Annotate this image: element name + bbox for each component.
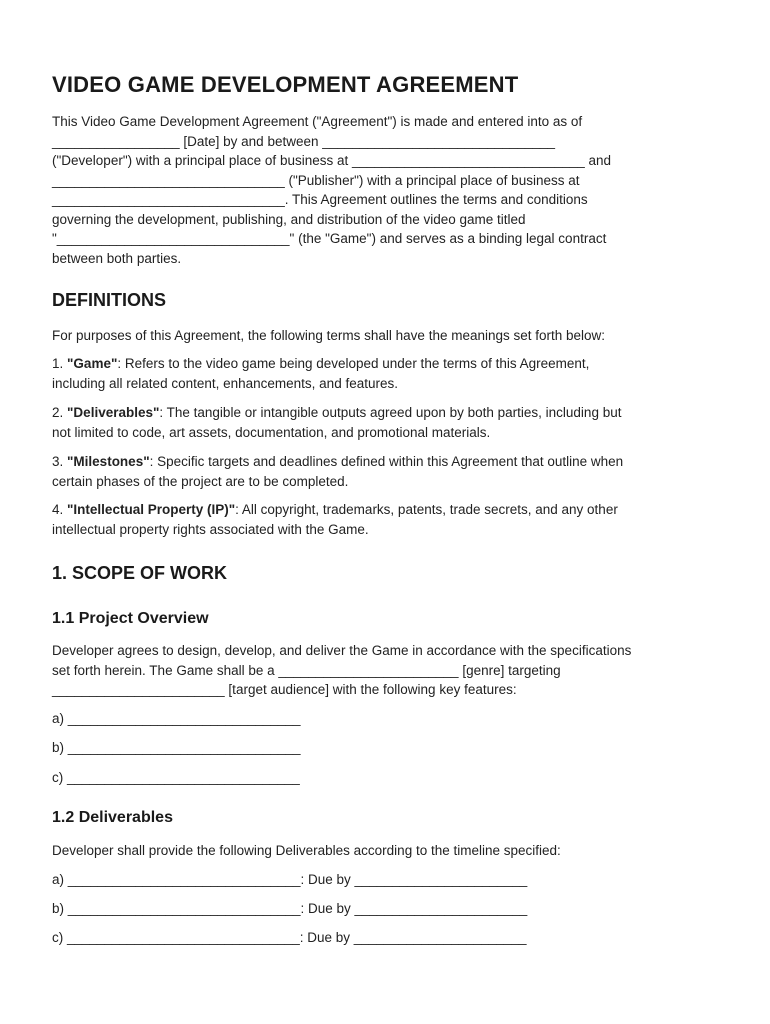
intro-line: "_______________________________" (the "Game") and serves as a binding legal contract [52, 231, 607, 246]
definition-term: "Milestones" [67, 454, 150, 469]
intro-line: _________________ [Date] by and between _______________________________ [52, 133, 555, 149]
intro-line: ("Developer") with a principal place of business at _______________________________ and [52, 153, 612, 168]
intro-line: _______________________________. This Agreement outlines the terms and conditions [52, 192, 588, 207]
deliverable-item: c) _______________________________: Due by _______________________ [52, 930, 527, 945]
definition-text: : Specific targets and deadlines defined within this Agreement that outline when [149, 454, 624, 469]
intro-line: between both parties. [52, 250, 182, 266]
feature-item: a) _______________________________ [52, 711, 301, 726]
deliverables-lead: Developer shall provide the following Deliverables according to the timeline specified: [52, 843, 561, 858]
document-title: VIDEO GAME DEVELOPMENT AGREEMENT [52, 72, 519, 97]
definition-text: : Refers to the video game being developed under the terms of this Agreement, [117, 356, 590, 371]
intro-line: This Video Game Development Agreement ("Agreement") is made and entered into as of [52, 114, 583, 129]
project-overview-paragraph [52, 641, 631, 700]
definition-item-milestones [52, 452, 623, 491]
intro-paragraph [52, 112, 611, 268]
definition-term: "Intellectual Property (IP)" [67, 502, 236, 517]
definition-text: including all related content, enhancements, and features. [52, 375, 398, 391]
scope-heading: 1. SCOPE OF WORK [52, 563, 228, 583]
definition-item-deliverables [52, 403, 621, 442]
intro-line: governing the development, publishing, and distribution of the video game titled [52, 211, 526, 227]
definition-number: 3. [52, 454, 64, 469]
definition-term: "Deliverables" [67, 405, 160, 420]
overview-line: set forth herein. The Game shall be a ________________________ [genre] targeting [52, 662, 561, 678]
definitions-heading: DEFINITIONS [52, 290, 167, 310]
definition-text: : The tangible or intangible outputs agreed upon by both parties, including but [159, 405, 622, 420]
deliverable-item: b) _______________________________: Due by _______________________ [52, 901, 528, 916]
feature-item: b) _______________________________ [52, 740, 301, 755]
definition-number: 2. [52, 405, 64, 420]
deliverable-item: a) _______________________________: Due by _______________________ [52, 872, 528, 887]
definition-item-ip [52, 500, 618, 539]
definition-term: "Game" [67, 356, 118, 371]
deliverables-heading: 1.2 Deliverables [52, 809, 173, 826]
definition-text: certain phases of the project are to be completed. [52, 473, 349, 489]
project-overview-heading: 1.1 Project Overview [52, 610, 209, 627]
overview-line: _______________________ [target audience] with the following key features: [52, 682, 517, 697]
feature-item: c) _______________________________ [52, 770, 300, 785]
intro-line: _______________________________ ("Publisher") with a principal place of business at [52, 172, 580, 188]
definition-number: 4. [52, 502, 64, 517]
overview-line: Developer agrees to design, develop, and deliver the Game in accordance with the specifications [52, 643, 632, 658]
definition-text: intellectual property rights associated with the Game. [52, 521, 369, 537]
definition-text: not limited to code, art assets, documentation, and promotional materials. [52, 424, 491, 440]
definition-item-game [52, 354, 589, 393]
definition-number: 1. [52, 356, 64, 371]
definitions-lead: For purposes of this Agreement, the following terms shall have the meanings set forth below: [52, 328, 606, 343]
definition-text: : All copyright, trademarks, patents, trade secrets, and any other [235, 502, 618, 517]
